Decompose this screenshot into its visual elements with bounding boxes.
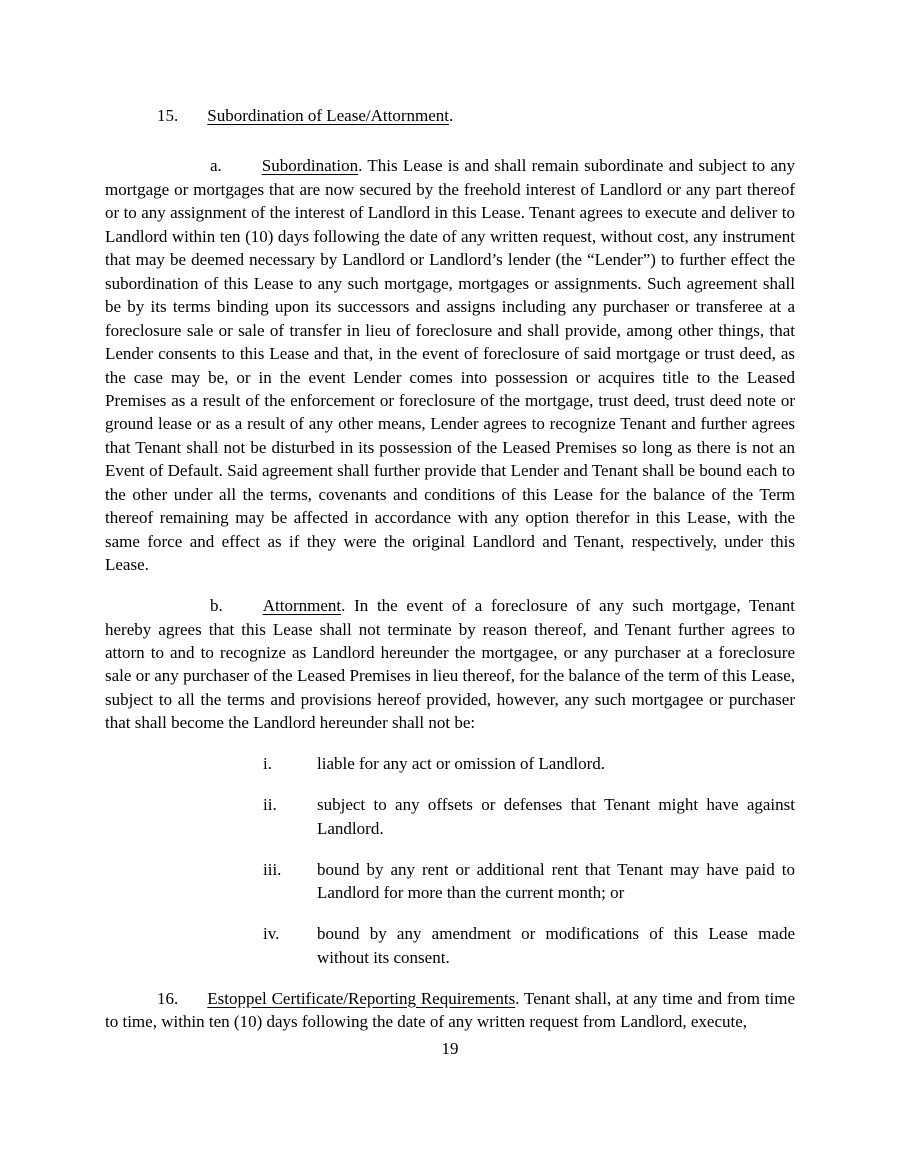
list-item-ii (263, 793, 795, 840)
list-item-iii-label: iii. (263, 859, 282, 879)
section-16-title: Estoppel Certificate/Reporting Requirements (207, 988, 516, 1008)
section-16-body: . Tenant shall, at any time and from time to time, within ten (10) days following the date of any written request from Landlord, execute, (105, 988, 795, 1031)
section-16-number: 16. (157, 988, 179, 1008)
subsection-b-paragraph (105, 594, 795, 735)
list-item-iii (263, 858, 795, 905)
subsection-a-title: Subordination (261, 156, 359, 176)
section-15-number: 15. (157, 106, 179, 125)
subsection-a-label: a. (210, 156, 222, 176)
list-item-i-label: i. (263, 754, 272, 774)
list-item-iii-text: bound by any rent or additional rent that Tenant may have paid to Landlord for more than the current month; or (317, 859, 795, 903)
page-number: 19 (441, 1039, 459, 1059)
subsection-b-title: Attornment (262, 596, 342, 616)
section-16-paragraph (105, 987, 795, 1034)
section-15-title-period: . (448, 106, 454, 125)
list-item-iv-text: bound by any amendment or modifications of this Lease made without its consent. (317, 924, 795, 967)
list-item-iv-label: iv. (263, 924, 280, 944)
section-15-title: Subordination of Lease/Attornment (207, 106, 449, 125)
list-item-i-text: liable for any act or omission of Landlord. (317, 754, 605, 774)
list-item-iv (263, 922, 795, 969)
subsection-a-body: . This Lease is and shall remain subordinate and subject to any mortgage or mortgages that are now secured by the freehold interest of Landlord or any part thereof or to any assignment of the interest of Landlord in this Lease. Tenant agrees to execute and deliver to Landlord within ten (10) days following the date of any written request, without cost, any instrument that may be deemed necessary by Landlord or Landlord’s lender (the “Lender”) to further effect the subordination of this Lease to any such mortgage, mortgages or assignments. Such agreement shall be by its terms binding upon its successors and assigns including any purchaser or transferee at a foreclosure sale or sale of transfer in lieu of foreclosure and shall provide, among other things, that Lender consents to this Lease and that, in the event of foreclosure of said mortgage or trust deed, as the case may be, or in the event Lender comes into possession or acquires title to the Leased Premises as a result of the enforcement or foreclosure of the mortgage, trust deed, trust deed note or ground lease or as a result of any other means, Lender agrees to recognize Tenant and further agrees that Tenant shall not be disturbed in its possession of the Leased Premises so long as there is not an Event of Default. Said agreement shall further provide that Lender and Tenant shall be bound each to the other under all the terms, covenants and conditions of this Lease for the balance of the Term thereof remaining may be affected in accordance with any option therefor in this Lease, with the same force and effect as if they were the original Landlord and Tenant, respectively, under this Lease. (105, 156, 795, 575)
subsection-b-body: . In the event of a foreclosure of any such mortgage, Tenant hereby agrees that this Lease shall not terminate by reason thereof, and Tenant further agrees to attorn to and to recognize as Landlord hereunder the mortgagee, or any purchaser at a foreclosure sale or any purchaser of the Leased Premises in lieu thereof, for the balance of the term of this Lease, subject to all the terms and provisions hereof provided, however, any such mortgagee or purchaser that shall become the Landlord hereunder shall not be: (105, 596, 795, 733)
section-15-heading (105, 104, 795, 127)
page-content (105, 104, 795, 1061)
list-item-ii-text: subject to any offsets or defenses that Tenant might have against Landlord. (317, 795, 795, 838)
list-item-i (263, 752, 795, 775)
list-item-ii-label: ii. (263, 795, 277, 815)
subsection-a-paragraph (105, 154, 795, 576)
subsection-b-label: b. (210, 596, 223, 616)
